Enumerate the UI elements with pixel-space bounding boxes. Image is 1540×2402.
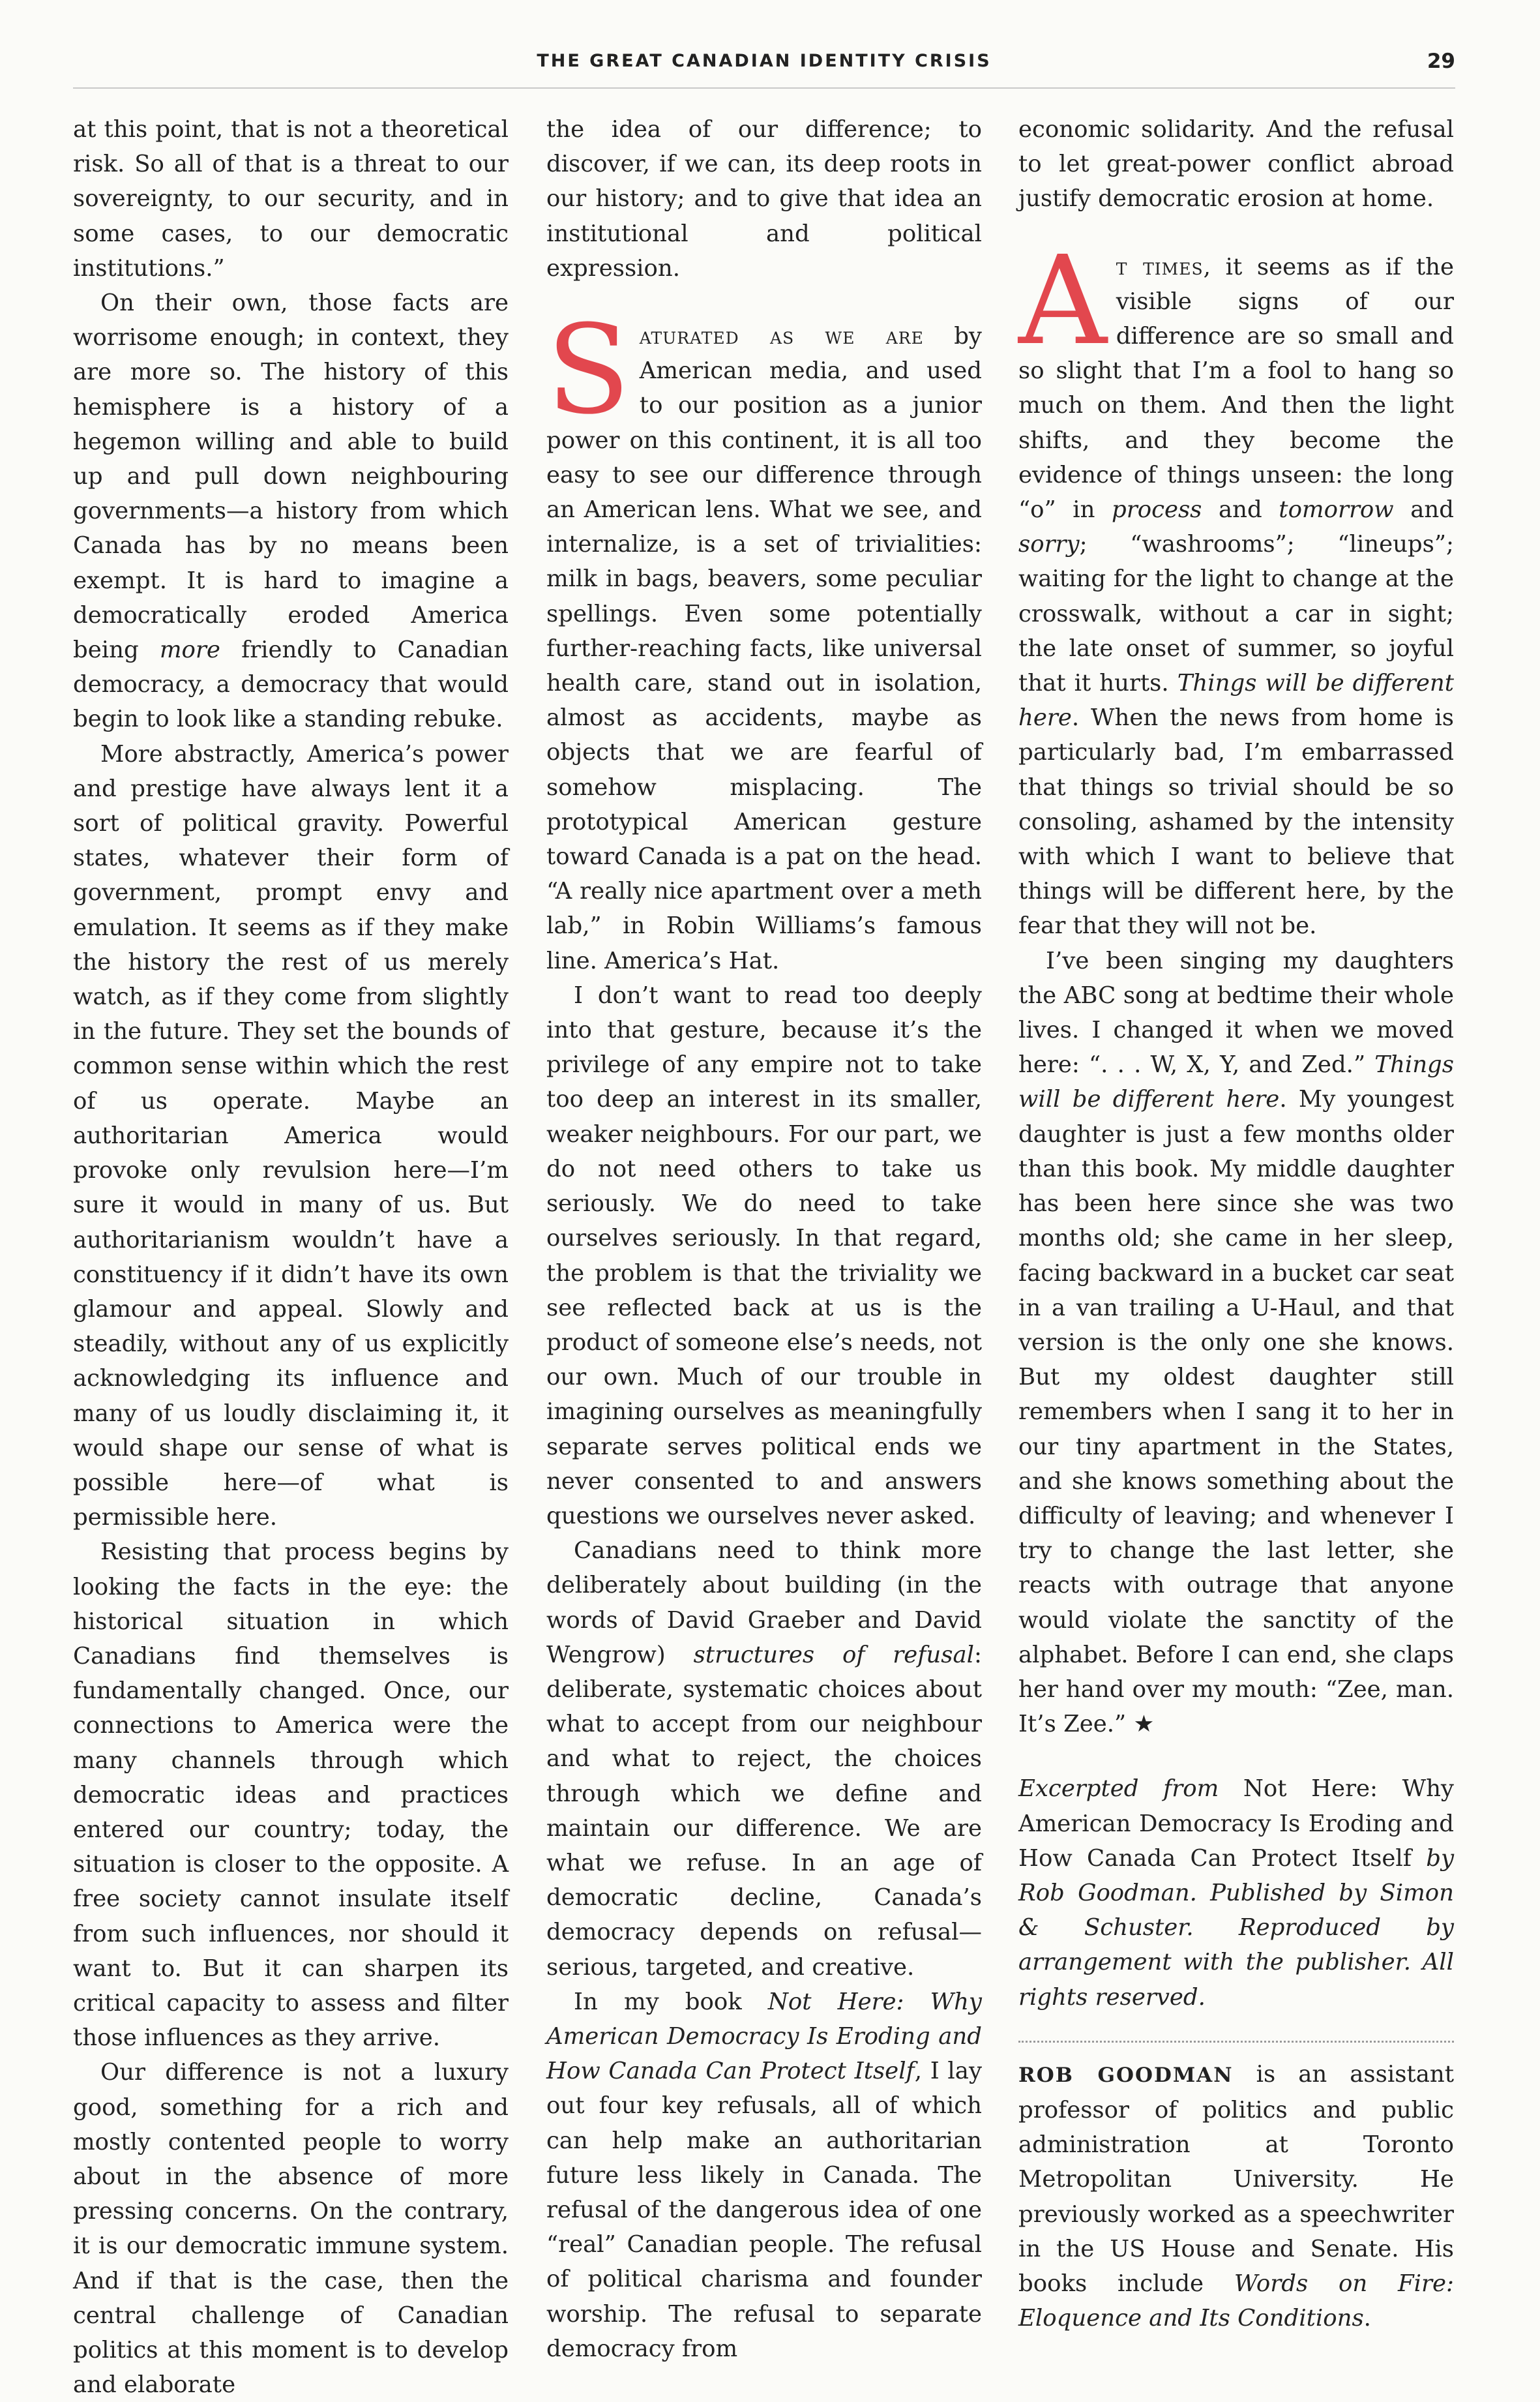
excerpt-credit bbox=[1018, 1771, 1454, 2014]
small-caps-lead: t times bbox=[1116, 253, 1204, 280]
paragraph bbox=[73, 286, 509, 737]
text: . When the news from home is particularly bad, I’m embarrassed that things so trivial should be so consoling, ashamed by the intensity with which I want to believe that things will be different here, by the fear that they will not be. bbox=[1018, 704, 1454, 940]
text: In my book bbox=[574, 1988, 742, 2015]
text: Canadians need to think more deliberately about building (in the words of David Graeber and David Wengrow) bbox=[546, 1537, 982, 1668]
page-number: 29 bbox=[1427, 50, 1455, 73]
text: and bbox=[1410, 496, 1454, 524]
section-opening bbox=[1018, 229, 1455, 944]
text: and bbox=[1218, 496, 1262, 524]
text: Excerpted from bbox=[1018, 1775, 1219, 1803]
emphasis: tomorrow bbox=[1279, 496, 1394, 524]
emphasis: sorry bbox=[1018, 531, 1080, 558]
emphasis: process bbox=[1112, 496, 1202, 524]
paragraph bbox=[546, 1985, 982, 2366]
drop-cap: A bbox=[1018, 229, 1107, 372]
text: , I lay out four key refusals, all of which can help make an authoritarian future less likely in Canada. The refusal of the dangerous idea of one “real” Canadian people. The refusal of political charisma and founder worship. The refusal to separate democracy from bbox=[546, 2058, 983, 2362]
author-name: ROB GOODMAN bbox=[1018, 2063, 1234, 2087]
paragraph bbox=[546, 1533, 982, 1985]
text: ; “washrooms”; “lineups”; waiting for the light to change at the crosswalk, without a car in sight; the late onset of summer, so joyful that it hurts. bbox=[1018, 531, 1454, 697]
book-title: Not Here: Why American Democracy Is Eroding and How Canada Can Protect Itself bbox=[1018, 1775, 1454, 1872]
dotted-divider bbox=[1018, 2041, 1454, 2043]
text: is an assistant professor of politics and public administration at Toronto Metropolitan University. He previously worked as a speechwriter in the US House and Senate. His books include bbox=[1018, 2060, 1454, 2297]
paragraph: at this point, that is not a theoretical risk. So all of that is a threat to our sovereignty, to our security, and in some cases, to our democratic institutions.” bbox=[73, 116, 509, 282]
book-title: Words on Fire: Eloquence and Its Conditions bbox=[1018, 2270, 1454, 2332]
text: : deliberate, systematic choices about what to accept from our neighbour and what to reject, the choices through which we define and maintain our difference. We are what we refuse. In an age of democratic decline, Canada’s democracy depends on refusal—serious, targeted, and creative. bbox=[546, 1641, 982, 1981]
paragraph: the idea of our difference; to discover, if we can, its deep roots in our history; and to give that idea an institutional and political expression. bbox=[546, 116, 982, 282]
drop-cap: S bbox=[546, 299, 630, 442]
text: , it seems as if the visible signs of our difference are so small and so slight that I’m a fool to hang so much on them. And then the light shifts, and they become the evidence of things unseen: the long “o” in bbox=[1018, 253, 1455, 524]
text: by American media, and used to our position as a junior power on this continent, it is all too easy to see our difference through an American lens. What we see, and internalize, is a set of trivialities: milk in bags, beavers, some peculiar spellings. Even some potentially further-reaching facts, like universal health care, stand out in isolation, almost as accidents, maybe as objects that we are fearful of somehow misplacing. The prototypical American gesture toward Canada is a pat on the head. “A really nice apartment over a meth lab,” in Robin Williams’s famous line. America’s Hat. bbox=[546, 323, 982, 974]
section-opening bbox=[546, 299, 982, 978]
emphasis: Things will be different here bbox=[1018, 670, 1454, 732]
page-header bbox=[73, 40, 1455, 89]
book-title: Not Here: Why American Democracy Is Eroding and How Canada Can Protect Itself bbox=[546, 1988, 982, 2085]
author-bio bbox=[1018, 2057, 1454, 2336]
emphasis: structures of refusal bbox=[693, 1641, 975, 1668]
paragraph: I don’t want to read too deeply into that gesture, because it’s the privilege of any empire not to take too deep an interest in its smaller, weaker neighbours. For our part, we do not need others to take us seriously. We do need to take ourselves seriously. In that regard, the problem is that the triviality we see reflected back at us is the product of someone else’s needs, not our own. Much of our trouble in imagining ourselves as meaningfully separate serves political ends we never consented to and answers questions we ourselves never asked. bbox=[546, 982, 982, 1529]
paragraph: More abstractly, America’s power and prestige have always lent it a sort of political gravity. Powerful states, whatever their form of government, prompt envy and emulation. It seems as if they make the history the rest of us merely watch, as if they come from slightly in the future. They set the bounds of common sense within which the rest of us operate. Maybe an authoritarian America would provoke only revulsion here—I’m sure it would in many of us. But authoritarianism wouldn’t have a constituency if it didn’t have its own glamour and appeal. Slowly and steadily, without any of us explicitly acknowledging its influence and many of us loudly disclaiming it, it would shape our sense of what is possible here—of what is permissible here. bbox=[73, 740, 509, 1531]
column-1 bbox=[73, 112, 509, 2402]
text: friendly to Canadian democracy, a democracy that would begin to look like a standing rebuke. bbox=[73, 637, 509, 733]
paragraph: economic solidarity. And the refusal to let great-power conflict abroad justify democratic erosion at home. bbox=[1018, 116, 1454, 213]
emphasis: Things will be different here bbox=[1018, 1051, 1454, 1113]
emphasis: more bbox=[159, 637, 220, 664]
text: On their own, those facts are worrisome enough; in context, they are more so. The history of this hemisphere is a history of a hegemon willing and able to build up and pull down neighbouring governments—a history from which Canada has by no means been exempt. It is hard to imagine a democratically eroded America being bbox=[73, 290, 509, 664]
text: . My youngest daughter is just a few months older than this book. My middle daughter has been here since she was two months old; she came in her sleep, facing backward in a bucket car seat in a van trailing a U-Haul, and that version is the only one she knows. But my oldest daughter still remembers when I sang it to her in our tiny apartment in the States, and she knows something about the difficulty of leaving; and whenever I try to change the last letter, she reacts with outrage that anyone would violate the sanctity of the alphabet. Before I can end, she claps her hand over my mouth: “Zee, man. It’s Zee.” bbox=[1018, 1086, 1454, 1738]
text: by Rob Goodman. Published by Simon & Schuster. Reproduced by arrangement with the publisher. All rights reserved. bbox=[1018, 1844, 1454, 2011]
end-mark-star-icon: ★ bbox=[1133, 1711, 1155, 1738]
small-caps-lead: aturated as we are bbox=[639, 323, 924, 350]
paragraph: Resisting that process begins by looking the facts in the eye: the historical situation in which Canadians find themselves is fundamentally changed. Once, our connections to America were the many channels through which democratic ideas and practices entered our country; today, the situation is closer to the opposite. A free society cannot insulate itself from such influences, nor should it want to. But it can sharpen its critical capacity to assess and filter those influences as they arrive. bbox=[73, 1539, 509, 2052]
text: I’ve been singing my daughters the ABC song at bedtime their whole lives. I changed it when we moved here: “. . . W, X, Y, and Zed.” bbox=[1018, 947, 1454, 1079]
running-title: THE GREAT CANADIAN IDENTITY CRISIS bbox=[537, 51, 992, 71]
text: . bbox=[1363, 2305, 1371, 2332]
column-2 bbox=[546, 112, 982, 2366]
paragraph bbox=[1018, 944, 1454, 1742]
paragraph: Our difference is not a luxury good, something for a rich and mostly contented people to worry about in the absence of more pressing concerns. On the contrary, it is our democratic immune system. And if that is the case, then the central challenge of Canadian politics at this moment is to develop and elaborate bbox=[73, 2059, 509, 2399]
column-3 bbox=[1018, 112, 1454, 2335]
